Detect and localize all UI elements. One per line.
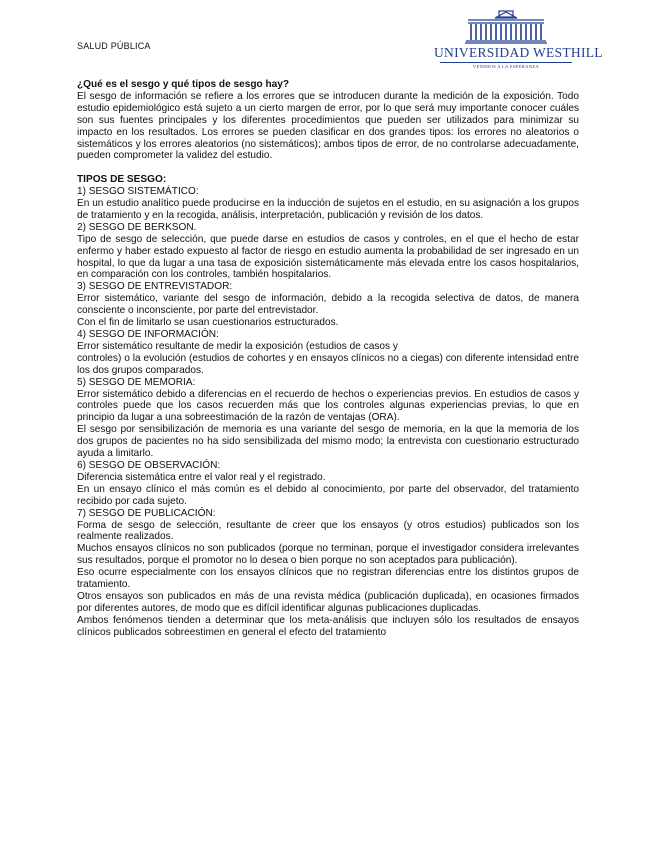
type-2-paragraph: Tipo de sesgo de selección, que puede darse en estudios de casos y controles, en el que el hecho de estar enfermo y haber estado expuesto al factor de riesgo en estudio aumenta la probabilidad de ser ingresado en un hospital, lo que da lugar a una tasa de exposición sistemáticamente más elevada entre los casos hospitalarios, en comparación con los controles, también hospitalarios.: [77, 233, 579, 281]
type-6-paragraph: En un ensayo clínico el más común es el debido al conocimiento, por parte del observador, del tratamiento recibido por cada sujeto.: [77, 483, 579, 507]
types-heading: TIPOS DE SESGO:: [77, 174, 167, 186]
document-body: [77, 79, 579, 639]
type-6-paragraph: Diferencia sistemática entre el valor real y el registrado.: [77, 471, 326, 483]
type-4-paragraph: Error sistemático resultante de medir la exposición (estudios de casos y: [77, 340, 398, 352]
building-columns-icon: [464, 10, 548, 44]
university-logo: [434, 10, 603, 70]
type-3-paragraph: Error sistemático, variante del sesgo de información, debido a la recogida selectiva de datos, de manera consciente o inconsciente, por parte del entrevistador.: [77, 293, 579, 317]
intro-paragraph: El sesgo de información se refiere a los errores que se introducen durante la medición de la exposición. Todo estudio epidemiológico está sujeto a un cierto margen de error, por lo que será muy importante conocer cuáles son sus fuentes principales y los diferentes procedimientos que pueden ser utilizados para minimizar su impacto en los resultados. Los errores se pueden clasificar en dos grandes tipos: los errores no aleatorios o sistemáticos y los errores aleatorios (no sistemáticos); ambos tipos de error, de no controlarse adecuadamente, pueden comprometer la validez del estudio.: [77, 90, 579, 162]
type-7-paragraph: Eso ocurre especialmente con los ensayos clínicos que no registran diferencias entre los distintos grupos de tratamiento.: [77, 567, 579, 591]
spacer: [77, 162, 579, 174]
type-3-paragraph: Con el fin de limitarlo se usan cuestionarios estructurados.: [77, 317, 339, 329]
type-1-title: 1) SESGO SISTEMÁTICO:: [77, 186, 199, 198]
type-5-paragraph: El sesgo por sensibilización de memoria es una variante del sesgo de memoria, en la que la memoria de los dos grupos de pacientes no ha sido sensibilizada del mismo modo; la entrevista con cuestionario estructurado ayuda a limitarlo.: [77, 424, 579, 460]
header-label: SALUD PÚBLICA: [77, 41, 151, 51]
type-2-title: 2) SESGO DE BERKSON.: [77, 221, 197, 233]
type-7-paragraph: Muchos ensayos clínicos no son publicados (porque no terminan, porque el investigador considera irrelevantes sus resultados, porque el promotor no lo desea o bien porque no son aceptados para publicación).: [77, 543, 579, 567]
intro-question: ¿Qué es el sesgo y qué tipos de sesgo hay?: [77, 79, 290, 90]
type-5-title: 5) SESGO DE MEMORIA:: [77, 376, 196, 388]
type-5-paragraph: Error sistemático debido a diferencias en el recuerdo de hechos o experiencias previos. En estudios de casos y controles puede que los casos recuerden más que los controles algunas experiencias previas, lo que en principio da lugar a una sobreestimación de la razón de ventajas (ORA).: [77, 388, 579, 424]
logo-divider: [440, 62, 572, 63]
type-7-title: 7) SESGO DE PUBLICACIÓN:: [77, 507, 216, 519]
type-7-paragraph: Ambos fenómenos tienden a determinar que los meta-análisis que incluyen sólo los resultados de ensayos clínicos publicados sobreestimen en general el efecto del tratamiento: [77, 614, 579, 638]
type-3-title: 3) SESGO DE ENTREVISTADOR:: [77, 281, 233, 293]
type-7-paragraph: Otros ensayos son publicados en más de una revista médica (publicación duplicada), en ocasiones firmados por diferentes autores, de modo que es difícil identificar algunas publicaciones duplicadas.: [77, 590, 579, 614]
logo-motto: VENIMOS A LA ESPERANZA: [472, 64, 540, 69]
logo-title: UNIVERSIDAD WESTHILL: [434, 45, 603, 60]
type-4-paragraph: controles) o la evolución (estudios de cohortes y en ensayos clínicos no a ciegas) con diferente intensidad entre los dos grupos comparados.: [77, 352, 579, 376]
type-7-paragraph: Forma de sesgo de selección, resultante de creer que los ensayos (y otros estudios) publicados son los realmente realizados.: [77, 519, 579, 543]
type-1-paragraph: En un estudio analítico puede producirse en la inducción de sujetos en el estudio, en su asignación a los grupos de tratamiento y en la recogida, análisis, interpretación, publicación y revisión de los datos.: [77, 198, 579, 221]
type-6-title: 6) SESGO DE OBSERVACIÓN:: [77, 459, 221, 471]
type-4-title: 4) SESGO DE INFORMACIÓN:: [77, 329, 219, 341]
